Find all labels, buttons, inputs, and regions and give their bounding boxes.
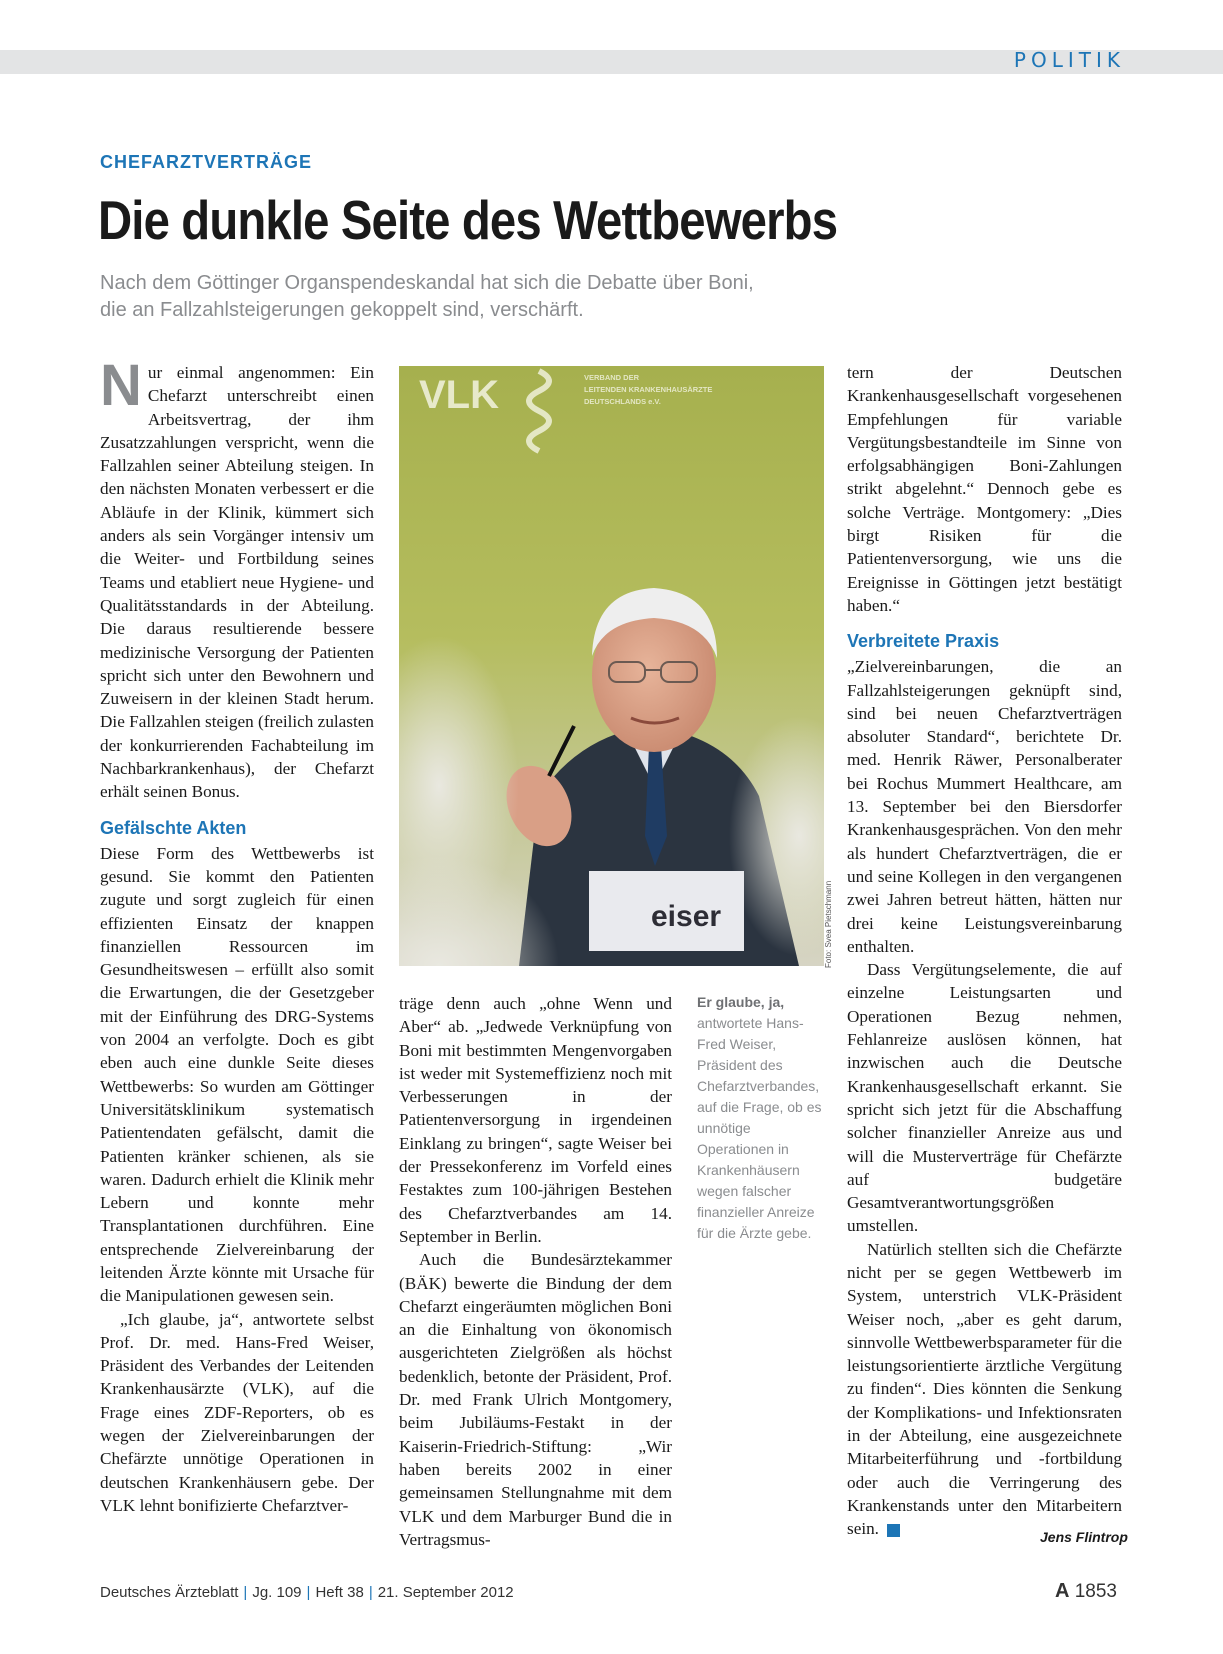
article-column-3 <box>847 361 1122 1541</box>
caption-text: antwortete Hans-Fred Weiser, Präsident des Chefarztverbandes, auf die Frage, ob es unnötige Operationen in Krankenhäusern wegen falscher finanzieller Anreize für die Ärzte gebe. <box>697 1015 822 1241</box>
paragraph-text: Natürlich stellten sich die Chefärzte nicht per se gegen Wettbewerb im System, unterstrich VLK-Präsident Weiser noch, „aber es geht darum, sinnvolle Wettbewerbsparameter für die leistungsorientierte ärztliche Vergütung zu finden“. Dies könnten die Senkung der Komplikations- und Infektionsraten in der Abteilung, eine ausgezeichnete Mitarbeiterführung und -fortbildung oder auch die Verringerung des Krankenstands unter den Mitarbeitern sein. <box>847 1239 1122 1539</box>
paragraph: tern der Deutschen Krankenhausgesellschaft vorgesehenen Empfehlungen für variable Vergütungsbestandteile im Sinne von erfolgsabhängigen Boni-Zahlungen strikt abgelehnt.“ Dennoch gebe es solche Verträge. Montgomery: „Dies birgt Risiken für die Patientenversorgung, wie uns die Ereignisse in Göttingen jetzt bestätigt haben.“ <box>847 363 1122 615</box>
photo-logo: VLK <box>419 373 499 417</box>
separator: | <box>243 1584 248 1601</box>
paragraph: „Zielvereinbarungen, die an Fallzahlsteigerungen geknüpft sind, sind bei neuen Chefarztverträgen absoluter Standard“, berichtete Dr. med. Henrik Räwer, Personalberater bei Rochus Mummert Healthcare, am 13. September bei den Biersdorfer Krankenhausgesprächen. Von den mehr als hundert Chefarztverträgen, die er und seine Kollegen in den vergangenen zwei Jahren betreut hätten, hätten nur drei keine Leistungsvereinbarung enthalten. <box>847 657 1122 956</box>
journal-name: Deutsches Ärzteblatt <box>100 1584 239 1601</box>
paragraph: Auch die Bundesärztekammer (BÄK) bewerte die Bindung der dem Chefarzt eingeräumten möglichen Boni an die Einhaltung von ökonomisch ausgerichteten Zielgrößen als höchst bedenklich, betonte der Präsident, Prof. Dr. med Frank Ulrich Montgomery, beim Jubiläums-Festakt in der Kaiserin-Friedrich-Stiftung: „Wir haben bereits 2002 in einer gemeinsamen Stellungnahme mit dem VLK und dem Marburger Bund die in Vertragsmus- <box>399 1250 672 1549</box>
page-number-value: 1853 <box>1074 1581 1117 1602</box>
article-column-1 <box>100 353 374 1517</box>
photo-credit <box>824 880 836 970</box>
photo-banner-line: DEUTSCHLANDS e.V. <box>584 397 661 406</box>
paragraph-text: ur einmal angenommen: Ein Chefarzt unterschreibt einen Arbeitsvertrag, der ihm Zusatzzahlungen verspricht, wenn die Fallzahlen seiner Abteilung steigen. In den nächsten Monaten verbessert er die Abläufe in der Klinik, kümmert sich anders als sein Vorgänger intensiv um die Weiter- und Fortbildung seines Teams und etabliert neue Hygiene- und Qualitätsstandards in der Abteilung. Die daraus resultierende bessere medizinische Versorgung der Patienten spricht sich unter den Bewohnern und Zuweisern in der kleinen Stadt herum. Die Fallzahlen steigen (freilich zulasten der konkurrierenden Fachabteilung im Nachbarkrankenhaus), der Chefarzt erhält seinen Bonus. <box>100 363 374 802</box>
photo-caption <box>697 992 827 1244</box>
issue-date: 21. September 2012 <box>377 1584 514 1601</box>
caption-lead: Er glaube, ja, <box>697 994 785 1010</box>
paragraph <box>100 353 374 804</box>
article-deck <box>100 270 900 324</box>
drop-cap: N <box>100 353 142 418</box>
deck-line-1: Nach dem Göttinger Organspendeskandal hat sich die Debatte über Boni, <box>100 272 754 294</box>
paragraph: träge denn auch „ohne Wenn und Aber“ ab. „Jedwede Verknüpfung von Boni mit bestimmten Mengenvorgaben ist weder mit Systemeffizienz noch mit Verbesserungen in der Patientenversorgung in irgendeinen Einklang zu bringen“, sagte Weiser bei der Pressekonferenz im Vorfeld eines Festaktes zum 100-jährigen Bestehen des Chefarztverbandes am 14. September in Berlin. <box>399 994 672 1246</box>
paragraph <box>847 1238 1122 1541</box>
photo-nameplate: eiser <box>651 900 722 933</box>
author-byline: Jens Flintrop <box>1040 1529 1128 1545</box>
article-column-2 <box>399 992 672 1551</box>
separator: | <box>306 1584 311 1601</box>
section-label: POLITIK <box>1013 48 1125 72</box>
journal-issue: Heft 38 <box>315 1584 364 1601</box>
photo-illustration <box>399 366 824 966</box>
page-prefix: A <box>1054 1580 1070 1602</box>
article-headline: Die dunkle Seite des Wettbewerbs <box>98 189 838 251</box>
separator: | <box>368 1584 373 1601</box>
subheading: Verbreitete Praxis <box>847 631 1000 652</box>
photo-credit-text: Foto: Svea Pietschmann <box>824 880 833 968</box>
article-photo <box>399 366 824 966</box>
subheading: Gefälschte Akten <box>100 817 247 838</box>
deck-line-2: die an Fallzahlsteigerungen gekoppelt sind, verschärft. <box>100 299 584 321</box>
paragraph: Dass Vergütungselemente, die auf einzelne Leistungsarten und Operationen Bezug nehmen, Fehlanreize auslösen können, hat inzwischen auch die Deutsche Krankenhausgesellschaft erkannt. Sie spricht sich jetzt für die Abschaffung solcher finanzieller Anreize aus und will die Musterverträge für Chefärzte auf budgetäre Gesamtverantwortungsgrößen umstellen. <box>847 960 1122 1236</box>
page-number <box>1055 1580 1117 1603</box>
journal-volume: Jg. 109 <box>252 1584 302 1601</box>
photo-banner-line: LEITENDEN KRANKENHAUSÄRZTE <box>584 385 713 394</box>
page-footer <box>100 1584 514 1601</box>
end-mark-icon <box>887 1524 900 1537</box>
photo-banner-line: VERBAND DER <box>584 373 640 382</box>
paragraph: „Ich glaube, ja“, antwortete selbst Prof. Dr. med. Hans-Fred Weiser, Präsident des Verbandes der Leitenden Krankenhausärzte (VLK), auf die Frage eines ZDF-Reporters, ob es wegen der Zielvereinbarungen der Chefärzte unnötige Operationen in deutschen Krankenhäusern gebe. Der VLK lehnt bonifizierte Chefarztver- <box>100 1309 374 1515</box>
article-kicker: CHEFARZTVERTRÄGE <box>100 152 313 172</box>
paragraph: Diese Form des Wettbewerbs ist gesund. Sie kommt den Patienten zugute und sorgt zugleich für einen effizienten Einsatz der knappen finanziellen Ressourcen im Gesundheitswesen – erfüllt also somit die Erwartungen, die der Gesetzgeber mit der Einführung des DRG-Systems von 2004 an verfolgte. Doch es gibt eben auch eine dunkle Seite dieses Wettbewerbs: So wurden am Göttinger Universitätsklinikum systematisch Patientendaten gefälscht, damit die Patienten kränker schienen, als sie waren. Dadurch erhielt die Klinik mehr Lebern und konnte mehr Transplantationen durchführen. Eine entsprechende Zielvereinbarung der leitenden Ärzte könnte mit Ursache für die Manipulationen gewesen sein. <box>100 843 374 1306</box>
